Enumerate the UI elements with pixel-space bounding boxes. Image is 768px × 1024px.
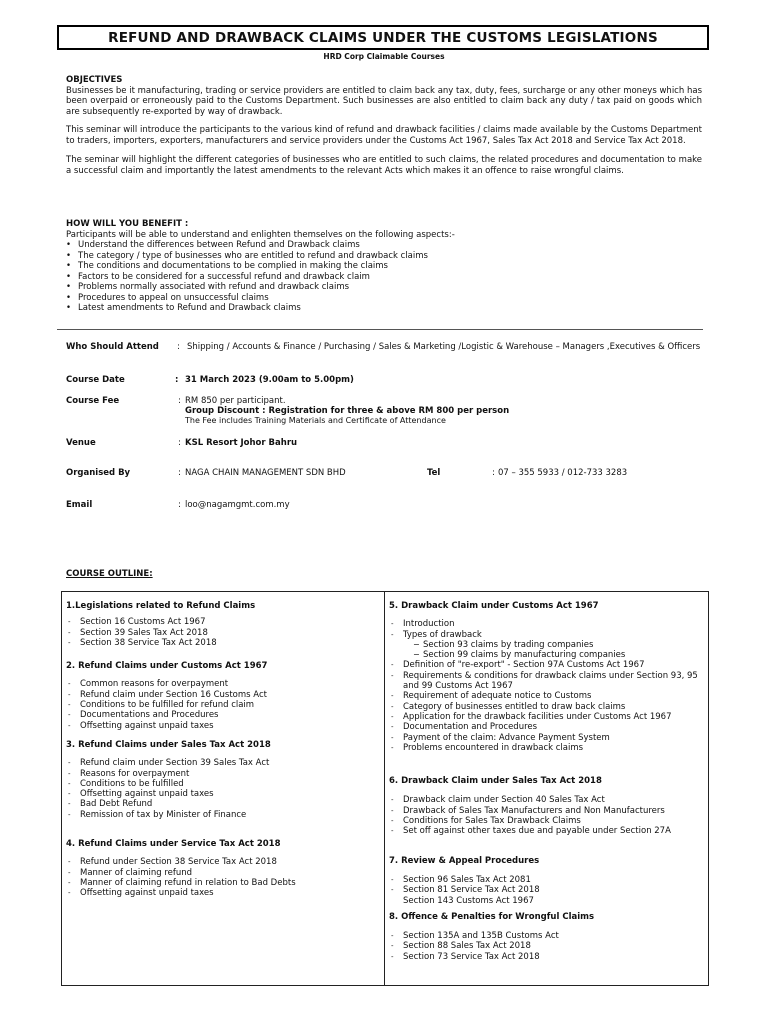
list-item: - Section 73 Service Tax Act 2018 [389, 952, 703, 962]
tel-value: 07 – 355 5933 / 012-733 3283 [498, 468, 628, 478]
who-value: Shipping / Accounts & Finance / Purchasing / Sales & Marketing /Logistic & Warehouse – Managers ,Executives & Officers [187, 342, 701, 352]
list-item: − Section 99 claims by manufacturing companies [389, 650, 703, 660]
list-item: - Set off against other taxes due and payable under Section 27A [389, 826, 703, 836]
fee-line-2: Group Discount : Registration for three & above RM 800 per person [185, 406, 510, 416]
outline-right-column [389, 601, 703, 962]
benefit-intro: Participants will be able to understand and enlighten themselves on the following aspects:- [66, 229, 455, 240]
list-item: • Understand the differences between Refund and Drawback claims [66, 240, 702, 251]
list-item: • The category / type of businesses who are entitled to refund and drawback claims [66, 251, 702, 262]
list-item: - Bad Debt Refund [66, 799, 378, 809]
colon: : [175, 375, 179, 385]
section-title-8: 8. Offence & Penalties for Wrongful Claims [389, 911, 595, 922]
colon: : [178, 438, 181, 448]
objectives-paragraph-2: This seminar will introduce the participants to the various kind of refund and drawback facilities / claims made available by the Customs Department to traders, importers, exporters, manufacturers and service providers under the Customs Act 1967, Sales Tax Act 2018 and Service Tax Act 2018. [66, 125, 702, 146]
colon: : [492, 468, 495, 478]
who-label: Who Should Attend [66, 342, 159, 352]
subtitle: HRD Corp Claimable Courses [323, 52, 445, 61]
colon: : [178, 396, 181, 406]
list-item: • Procedures to appeal on unsuccessful claims [66, 293, 702, 304]
section-5-list [389, 619, 703, 753]
list-item: - Section 38 Service Tax Act 2018 [66, 638, 378, 648]
list-item: - Requirement of adequate notice to Customs [389, 691, 703, 701]
venue-value: KSL Resort Johor Bahru [185, 438, 298, 448]
list-item: • Problems normally associated with refund and drawback claims [66, 282, 702, 293]
list-item: - Requirements & conditions for drawback claims under Section 93, 95 and 99 Customs Act 1967 [389, 671, 703, 692]
date-label: Course Date [66, 375, 125, 385]
list-item: - Types of drawback [389, 630, 703, 640]
list-item: - Drawback of Sales Tax Manufacturers and Non Manufacturers [389, 806, 703, 816]
fee-line-1: RM 850 per participant. [185, 396, 286, 406]
list-item: - Payment of the claim: Advance Payment System [389, 733, 703, 743]
list-item: - Refund claim under Section 16 Customs Act [66, 690, 378, 700]
organiser-value: NAGA CHAIN MANAGEMENT SDN BHD [185, 468, 346, 478]
list-item: - Offsetting against unpaid taxes [66, 789, 378, 799]
list-item: - Section 96 Sales Tax Act 2081 [389, 875, 703, 885]
list-item: - Conditions for Sales Tax Drawback Claims [389, 816, 703, 826]
colon: : [177, 342, 180, 352]
email-value: loo@nagamgmt.com.my [185, 500, 290, 510]
list-item: - Remission of tax by Minister of Finance [66, 810, 378, 820]
fee-label: Course Fee [66, 396, 120, 406]
list-item: - Manner of claiming refund [66, 868, 378, 878]
list-item: - Section 135A and 135B Customs Act [389, 931, 703, 941]
tel-label: Tel [427, 468, 441, 478]
list-item: - Section 16 Customs Act 1967 [66, 617, 378, 627]
section-title-6: 6. Drawback Claim under Sales Tax Act 2018 [389, 776, 602, 787]
divider [57, 329, 703, 330]
section-2-list [66, 679, 378, 730]
objectives-paragraph-1: Businesses be it manufacturing, trading or service providers are entitled to claim back any tax, duty, fees, surcharge or any other moneys which has been overpaid or erroneously paid to the Customs Department. Such businesses are also entitled to claim back any duty / tax paid on goods which are subsequently re-exported by way of drawback. [66, 85, 702, 117]
list-item: • Latest amendments to Refund and Drawback claims [66, 303, 702, 314]
organiser-label: Organised By [66, 468, 131, 478]
list-item: Section 143 Customs Act 1967 [403, 895, 534, 906]
outline-heading: COURSE OUTLINE: [66, 569, 153, 579]
list-item: - Introduction [389, 619, 703, 629]
objectives-heading: OBJECTIVES [66, 75, 123, 85]
date-value: 31 March 2023 (9.00am to 5.00pm) [185, 375, 354, 385]
section-3-list [66, 758, 378, 820]
colon: : [178, 500, 181, 510]
outline-column-divider [384, 591, 385, 986]
list-item: − Section 93 claims by trading companies [389, 640, 703, 650]
list-item: - Offsetting against unpaid taxes [66, 888, 378, 898]
list-item: - Definition of "re-export" - Section 97A Customs Act 1967 [389, 660, 703, 670]
section-1-list [66, 617, 378, 648]
section-title-1: 1.Legislations related to Refund Claims [66, 601, 256, 611]
list-item: - Common reasons for overpayment [66, 679, 378, 689]
section-title-3: 3. Refund Claims under Sales Tax Act 2018 [66, 739, 271, 750]
section-title-7: 7. Review & Appeal Procedures [389, 855, 540, 866]
benefit-section [66, 219, 702, 314]
list-item: - Application for the drawback facilities under Customs Act 1967 [389, 712, 703, 722]
objectives-paragraph-3: The seminar will highlight the different categories of businesses who are entitled to such claims, the related procedures and documentation to make a successful claim and importantly the latest amendments to the relevant Acts which makes it an offence to raise wrongful claims. [66, 155, 702, 176]
list-item: • Factors to be considered for a successful refund and drawback claim [66, 272, 702, 283]
title-box [57, 25, 709, 50]
benefit-list [66, 240, 702, 314]
list-item: - Section 81 Service Tax Act 2018 [389, 885, 703, 895]
list-item: • The conditions and documentations to be complied in making the claims [66, 261, 702, 272]
email-label: Email [66, 500, 93, 510]
section-6-list [389, 795, 703, 836]
list-item: - Offsetting against unpaid taxes [66, 721, 378, 731]
list-item: - Conditions to be fulfilled [66, 779, 378, 789]
objectives-section [66, 75, 702, 176]
list-item: - Section 88 Sales Tax Act 2018 [389, 941, 703, 951]
section-title-2: 2. Refund Claims under Customs Act 1967 [66, 661, 268, 672]
section-4-list [66, 857, 378, 898]
list-item: - Category of businesses entitled to draw back claims [389, 702, 703, 712]
list-item: - Drawback claim under Section 40 Sales Tax Act [389, 795, 703, 805]
section-8-list [389, 931, 703, 962]
list-item: - Refund claim under Section 39 Sales Tax Act [66, 758, 378, 768]
section-title-5: 5. Drawback Claim under Customs Act 1967 [389, 601, 599, 611]
list-item: - Refund under Section 38 Service Tax Act 2018 [66, 857, 378, 867]
list-item: - Problems encountered in drawback claims [389, 743, 703, 753]
list-item: - Conditions to be fulfilled for refund claim [66, 700, 378, 710]
page-title: REFUND AND DRAWBACK CLAIMS UNDER THE CUSTOMS LEGISLATIONS [108, 30, 658, 46]
section-7-list [389, 875, 703, 906]
list-item: - Documentation and Procedures [389, 722, 703, 732]
fee-line-3: The Fee includes Training Materials and Certificate of Attendance [185, 416, 446, 425]
colon: : [178, 468, 181, 478]
list-item: - Manner of claiming refund in relation to Bad Debts [66, 878, 378, 888]
list-item: - Section 39 Sales Tax Act 2018 [66, 628, 378, 638]
list-item: - Documentations and Procedures [66, 710, 378, 720]
list-item: - Reasons for overpayment [66, 769, 378, 779]
section-title-4: 4. Refund Claims under Service Tax Act 2018 [66, 839, 281, 850]
outline-left-column [66, 601, 378, 899]
benefit-heading: HOW WILL YOU BENEFIT : [66, 219, 189, 229]
venue-label: Venue [66, 438, 96, 448]
